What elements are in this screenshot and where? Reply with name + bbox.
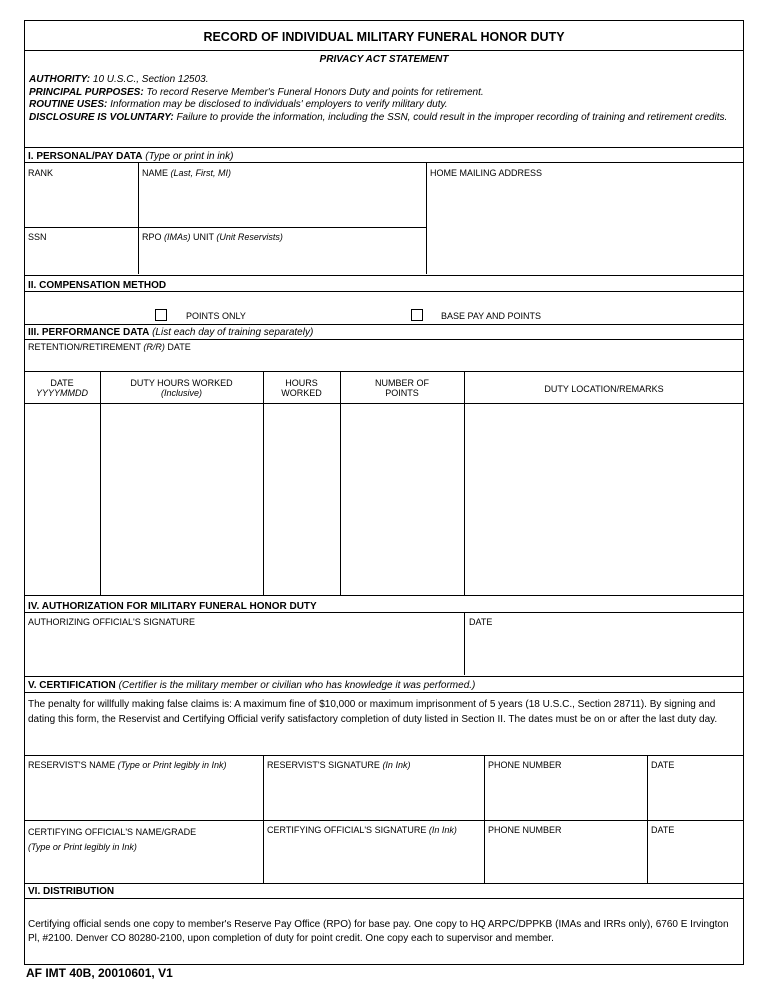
authorizing-signature-label: AUTHORIZING OFFICIAL'S SIGNATURE (28, 617, 196, 627)
address-field[interactable] (428, 180, 742, 274)
points-only-label: POINTS ONLY (186, 311, 246, 321)
retention-retirement-date-field[interactable] (25, 354, 741, 370)
section3-divider (24, 339, 744, 340)
privacy-statement (29, 74, 729, 124)
authorization-date-field[interactable] (466, 629, 742, 674)
signature-row-divider (24, 820, 744, 821)
hours-worked-column-field[interactable] (265, 405, 339, 594)
certifying-signature-label: CERTIFYING OFFICIAL'S SIGNATURE (In Ink) (267, 825, 457, 835)
penalty-statement: The penalty for willfully making false claims is: A maximum fine of $10,000 or maximum imprisonment of 5 years (18 U.S.C., Section 28711). By signing and dating this form, the Reservist and Certifying Official verify satisfactory completion of duty listed in Section II. The dates must be on or after the last duty day. (28, 699, 718, 725)
certifying-date-field[interactable] (649, 838, 742, 882)
section6-divider (24, 898, 744, 899)
rank-field[interactable] (25, 180, 137, 226)
row-divider (24, 227, 427, 228)
privacy-heading: PRIVACY ACT STATEMENT (319, 54, 449, 65)
col-header-duty-hours: DUTY HOURS WORKED (Inclusive) (130, 378, 233, 398)
reservist-name-label: RESERVIST'S NAME (Type or Print legibly in Ink) (28, 760, 227, 770)
disclosure-label: DISCLOSURE IS VOLUNTARY: (29, 111, 174, 123)
authorization-date-label: DATE (469, 617, 493, 627)
reservist-date-field[interactable] (649, 773, 742, 819)
reservist-name-field[interactable] (25, 773, 262, 819)
form-title: RECORD OF INDIVIDUAL MILITARY FUNERAL HONOR DUTY (203, 30, 565, 44)
section6-heading: VI. DISTRIBUTION (28, 886, 115, 897)
section1-heading: I. PERSONAL/PAY DATA (Type or print in ink) (28, 151, 234, 162)
reservist-phone-label: PHONE NUMBER (488, 760, 562, 770)
title-divider (24, 50, 744, 51)
authority-label: AUTHORITY: (29, 74, 91, 85)
purposes-label: PRINCIPAL PURPOSES: (29, 86, 144, 98)
routine-uses-text: Information may be disclosed to individuals' employers to verify military duty. (110, 99, 448, 111)
duty-hours-column-field[interactable] (102, 405, 262, 594)
col-divider (263, 755, 264, 883)
certifying-date-label: DATE (651, 825, 675, 835)
section1-note: (Type or print in ink) (145, 151, 234, 162)
ssn-label: SSN (28, 232, 47, 242)
table-col-divider (100, 371, 101, 595)
section1-bottom (24, 275, 744, 276)
col-header-date: DATE YYYYMMDD (35, 378, 88, 398)
points-only-checkbox[interactable] (155, 309, 167, 321)
col-divider (647, 755, 648, 883)
reservist-signature-label: RESERVIST'S SIGNATURE (In Ink) (267, 760, 411, 770)
col-divider (426, 162, 427, 274)
certifying-phone-field[interactable] (486, 838, 646, 882)
col-header-points: NUMBER OF POINTS (375, 378, 429, 398)
certifying-signature-field[interactable] (265, 838, 483, 882)
penalty-divider (24, 755, 744, 756)
authority-text: 10 U.S.C., Section 12503. (92, 74, 209, 85)
section1-divider (24, 162, 744, 163)
ssn-field[interactable] (25, 244, 137, 273)
purposes-text: To record Reserve Member's Funeral Honors Duty and points for retirement. (146, 86, 484, 98)
col-divider (138, 162, 139, 274)
section3-heading: III. PERFORMANCE DATA (List each day of training separately) (28, 327, 314, 338)
points-column-field[interactable] (342, 405, 463, 594)
rr-divider (24, 371, 744, 372)
disclosure-text: Failure to provide the information, including the SSN, could result in the improper recording of training and retirement credits. (176, 111, 728, 123)
reservist-signature-field[interactable] (265, 773, 483, 819)
certifying-name-field[interactable] (25, 853, 262, 882)
section2-bottom (24, 324, 744, 325)
routine-uses-label: ROUTINE USES: (29, 99, 108, 111)
name-note: (Last, First, MI) (170, 168, 232, 178)
col-divider (484, 755, 485, 883)
section3-bottom (24, 595, 744, 596)
table-col-divider (464, 371, 465, 595)
table-header-divider (24, 403, 744, 404)
col-header-hours-worked: HOURS WORKED (281, 378, 322, 398)
section5-heading: V. CERTIFICATION (Certifier is the military member or civilian who has knowledge it was performed.) (28, 680, 476, 691)
col-divider (464, 612, 465, 675)
address-label: HOME MAILING ADDRESS (430, 168, 543, 178)
base-pay-and-points-checkbox[interactable] (411, 309, 423, 321)
section4-divider (24, 612, 744, 613)
privacy-divider (24, 147, 744, 148)
distribution-text: Certifying official sends one copy to member's Reserve Pay Office (RPO) for base pay. One copy to HQ ARPC/DPPKB (IMAs and IRRs only), 6760 E Irvington Pl, #2100. Denver CO 80280-2100, upon completion of duty for point credit. One copy each to supervisor and member. (28, 919, 729, 944)
name-label: NAME (Last, First, MI) (142, 168, 232, 178)
section5-bottom (24, 883, 744, 884)
certifying-name-label: CERTIFYING OFFICIAL'S NAME/GRADE (Type or Print legibly in Ink) (28, 827, 197, 852)
retention-retirement-date-label: RETENTION/RETIREMENT (R/R) DATE (28, 342, 191, 352)
location-column-field[interactable] (466, 405, 742, 594)
section2-heading: II. COMPENSATION METHOD (28, 280, 167, 291)
section4-heading: IV. AUTHORIZATION FOR MILITARY FUNERAL HONOR DUTY (28, 601, 317, 612)
rank-label: RANK (28, 168, 54, 178)
col-header-location: DUTY LOCATION/REMARKS (544, 384, 664, 394)
section4-bottom (24, 676, 744, 677)
date-column-field[interactable] (25, 405, 99, 594)
rpo-unit-field[interactable] (140, 244, 425, 273)
section5-divider (24, 692, 744, 693)
authorizing-signature-field[interactable] (25, 629, 463, 674)
section5-note: (Certifier is the military member or civilian who has knowledge it was performed.) (118, 680, 476, 691)
reservist-phone-field[interactable] (486, 773, 646, 819)
section3-note: (List each day of training separately) (152, 327, 314, 338)
name-field[interactable] (140, 180, 425, 226)
reservist-date-label: DATE (651, 760, 675, 770)
certifying-phone-label: PHONE NUMBER (488, 825, 562, 835)
table-col-divider (340, 371, 341, 595)
rpo-unit-label: RPO (IMAs) UNIT (Unit Reservists) (142, 232, 283, 242)
section2-divider (24, 291, 744, 292)
form-number: AF IMT 40B, 20010601, V1 (26, 966, 173, 980)
base-pay-and-points-label: BASE PAY AND POINTS (441, 311, 542, 321)
table-col-divider (263, 371, 264, 595)
